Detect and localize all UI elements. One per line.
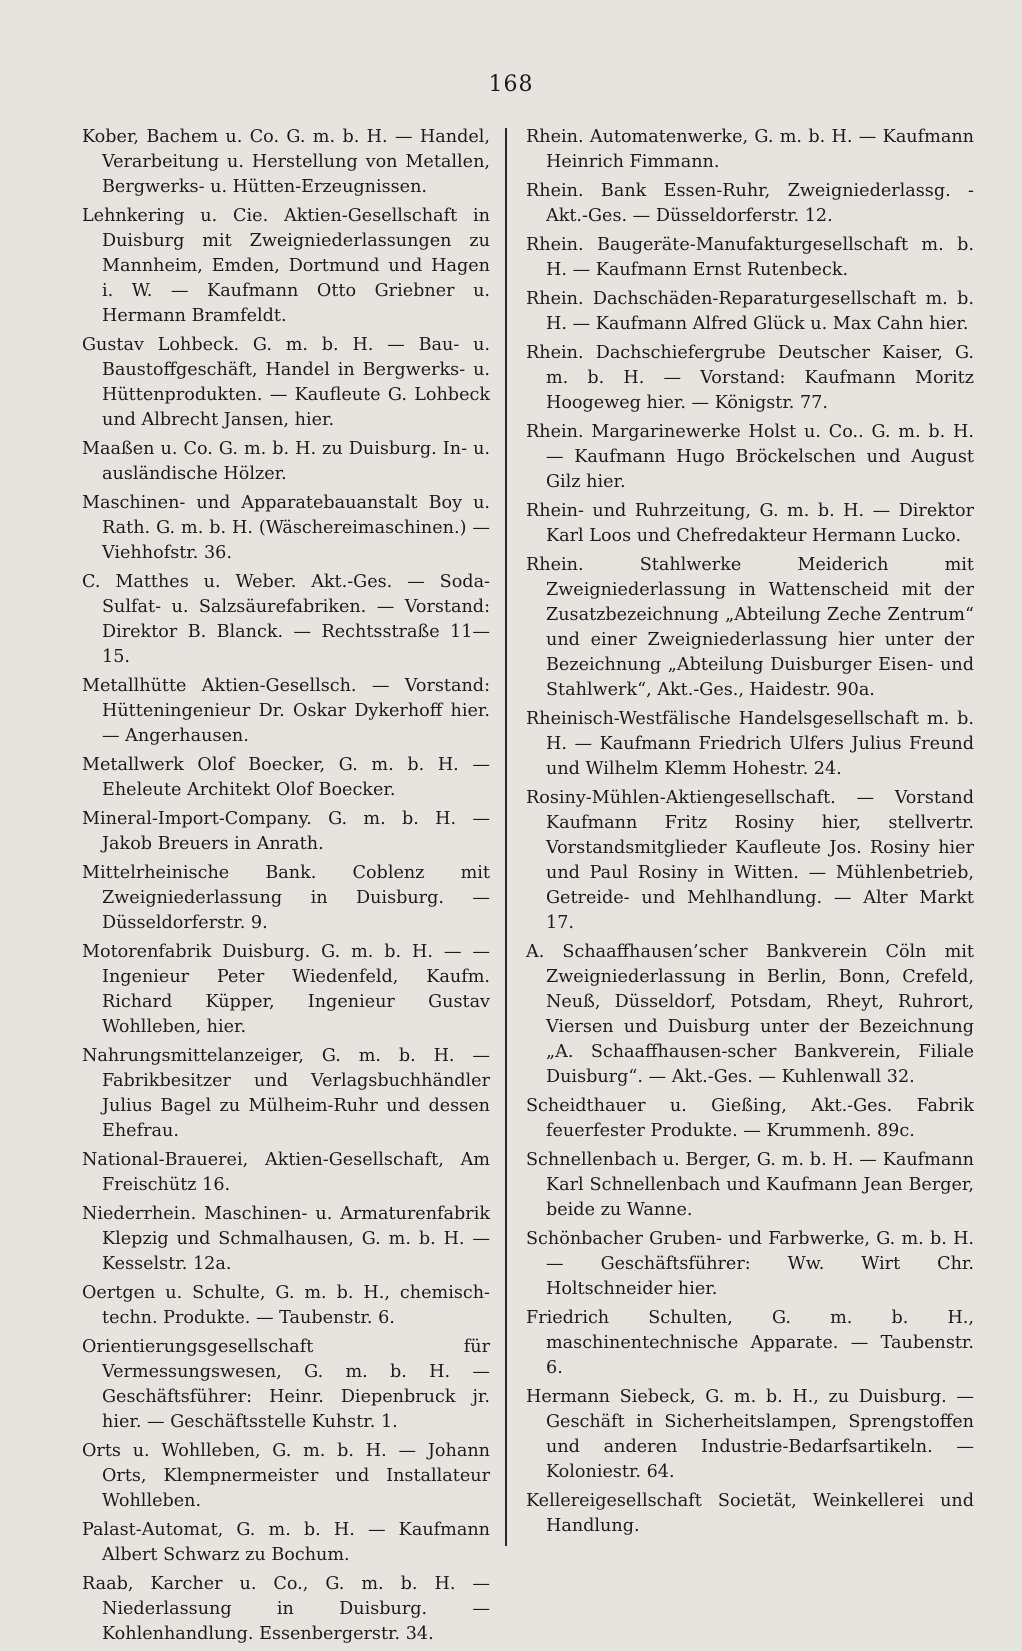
right-column <box>526 125 974 1543</box>
list-item: Rosiny-Mühlen-Aktiengesellschaft. — Vorstand Kaufmann Fritz Rosiny hier, stellvertr. Vorstandsmitglieder Kaufleute Jos. Rosiny hier und Paul Rosiny in Witten. — Mühlenbetrieb, Getreide- und Mehlhandlung. — Alter Markt 17. <box>526 788 974 933</box>
list-item: Motorenfabrik Duisburg. G. m. b. H. — — Ingenieur Peter Wiedenfeld, Kaufm. Richard Küpper, Ingenieur Gustav Wohlleben, hier. <box>82 942 490 1037</box>
list-item: Maaßen u. Co. G. m. b. H. zu Duisburg. In- u. ausländische Hölzer. <box>82 439 490 484</box>
list-item: Rhein. Stahlwerke Meiderich mit Zweigniederlassung in Wattenscheid mit der Zusatzbezeichnung „Abteilung Zeche Zentrum“ und einer Zweigniederlassung hier unter der Bezeichnung „Abteilung Duisburger Eisen- und Stahlwerk“, Akt.-Ges., Haidestr. 90a. <box>526 555 974 700</box>
list-item: C. Matthes u. Weber. Akt.-Ges. — Soda-Sulfat- u. Salzsäurefabriken. — Vorstand: Direktor B. Blanck. — Rechtsstraße 11—15. <box>82 572 490 667</box>
list-item: Maschinen- und Apparatebauanstalt Boy u. Rath. G. m. b. H. (Wäschereimaschinen.) — Viehhofstr. 36. <box>82 493 490 563</box>
list-item: Rhein. Bank Essen-Ruhr, Zweigniederlassg. - Akt.-Ges. — Düsseldorferstr. 12. <box>526 181 974 226</box>
list-item: Palast-Automat, G. m. b. H. — Kaufmann Albert Schwarz zu Bochum. <box>82 1520 490 1565</box>
list-item: National-Brauerei, Aktien-Gesellschaft, Am Freischütz 16. <box>82 1150 490 1195</box>
list-item: Orts u. Wohlleben, G. m. b. H. — Johann Orts, Klempnermeister und Installateur Wohlleben. <box>82 1441 490 1511</box>
list-item: Rhein- und Ruhrzeitung, G. m. b. H. — Direktor Karl Loos und Chefredakteur Hermann Lucko. <box>526 501 974 546</box>
list-item: Rhein. Automatenwerke, G. m. b. H. — Kaufmann Heinrich Fimmann. <box>526 127 974 172</box>
list-item: Kober, Bachem u. Co. G. m. b. H. — Handel, Verarbeitung u. Herstellung von Metallen, Bergwerks- u. Hütten-Erzeugnissen. <box>82 127 490 197</box>
list-item: Friedrich Schulten, G. m. b. H., maschinentechnische Apparate. — Taubenstr. 6. <box>526 1308 974 1378</box>
column-divider <box>505 128 507 1546</box>
page-number: 168 <box>488 72 534 97</box>
list-item: Rhein. Dachschäden-Reparaturgesellschaft m. b. H. — Kaufmann Alfred Glück u. Max Cahn hier. <box>526 289 974 334</box>
list-item: Gustav Lohbeck. G. m. b. H. — Bau- u. Baustoffgeschäft, Handel in Bergwerks- u. Hüttenprodukten. — Kaufleute G. Lohbeck und Albrecht Jansen, hier. <box>82 335 490 430</box>
list-item: Raab, Karcher u. Co., G. m. b. H. — Niederlassung in Duisburg. — Kohlenhandlung. Essenbergerstr. 34. <box>82 1574 490 1644</box>
list-item: Orientierungsgesellschaft für Vermessungswesen, G. m. b. H. — Geschäftsführer: Heinr. Diepenbruck jr. hier. — Geschäftsstelle Kuhstr. 1. <box>82 1337 490 1432</box>
list-item: Rhein. Margarinewerke Holst u. Co.. G. m. b. H. — Kaufmann Hugo Bröckelschen und August Gilz hier. <box>526 422 974 492</box>
list-item: Metallhütte Aktien-Gesellsch. — Vorstand: Hütteningenieur Dr. Oskar Dykerhoff hier. — Angerhausen. <box>82 676 490 746</box>
list-item: A. Schaaffhausen’scher Bankverein Cöln mit Zweigniederlassung in Berlin, Bonn, Crefeld, Neuß, Düsseldorf, Potsdam, Rheyt, Ruhrort, Viersen und Duisburg unter der Bezeichnung „A. Schaaffhausen-scher Bankverein, Filiale Duisburg“. — Akt.-Ges. — Kuhlenwall 32. <box>526 942 974 1087</box>
list-item: Nahrungsmittelanzeiger, G. m. b. H. — Fabrikbesitzer und Verlagsbuchhändler Julius Bagel zu Mülheim-Ruhr und dessen Ehefrau. <box>82 1046 490 1141</box>
list-item: Kellereigesellschaft Societät, Weinkellerei und Handlung. <box>526 1491 974 1536</box>
list-item: Schönbacher Gruben- und Farbwerke, G. m. b. H. — Geschäftsführer: Ww. Wirt Chr. Holtschneider hier. <box>526 1229 974 1299</box>
list-item: Mineral-Import-Company. G. m. b. H. — Jakob Breuers in Anrath. <box>82 809 490 854</box>
list-item: Lehnkering u. Cie. Aktien-Gesellschaft in Duisburg mit Zweigniederlassungen zu Mannheim, Emden, Dortmund und Hagen i. W. — Kaufmann Otto Griebner u. Hermann Bramfeldt. <box>82 206 490 326</box>
list-item: Rhein. Baugeräte-Manufakturgesellschaft m. b. H. — Kaufmann Ernst Rutenbeck. <box>526 235 974 280</box>
list-item: Oertgen u. Schulte, G. m. b. H., chemisch-techn. Produkte. — Taubenstr. 6. <box>82 1283 490 1328</box>
list-item: Hermann Siebeck, G. m. b. H., zu Duisburg. — Geschäft in Sicherheitslampen, Sprengstoffen und anderen Industrie-Bedarfsartikeln. — Koloniestr. 64. <box>526 1387 974 1482</box>
left-column <box>82 125 490 1651</box>
list-item: Niederrhein. Maschinen- u. Armaturenfabrik Klepzig und Schmalhausen, G. m. b. H. — Kesselstr. 12a. <box>82 1204 490 1274</box>
list-item: Rheinisch-Westfälische Handelsgesellschaft m. b. H. — Kaufmann Friedrich Ulfers Julius Freund und Wilhelm Klemm Hohestr. 24. <box>526 709 974 779</box>
list-item: Metallwerk Olof Boecker, G. m. b. H. — Eheleute Architekt Olof Boecker. <box>82 755 490 800</box>
list-item: Scheidthauer u. Gießing, Akt.-Ges. Fabrik feuerfester Produkte. — Krummenh. 89c. <box>526 1096 974 1141</box>
list-item: Mittelrheinische Bank. Coblenz mit Zweigniederlassung in Duisburg. — Düsseldorferstr. 9. <box>82 863 490 933</box>
list-item: Schnellenbach u. Berger, G. m. b. H. — Kaufmann Karl Schnellenbach und Kaufmann Jean Berger, beide zu Wanne. <box>526 1150 974 1220</box>
list-item: Rhein. Dachschiefergrube Deutscher Kaiser, G. m. b. H. — Vorstand: Kaufmann Moritz Hoogeweg hier. — Königstr. 77. <box>526 343 974 413</box>
